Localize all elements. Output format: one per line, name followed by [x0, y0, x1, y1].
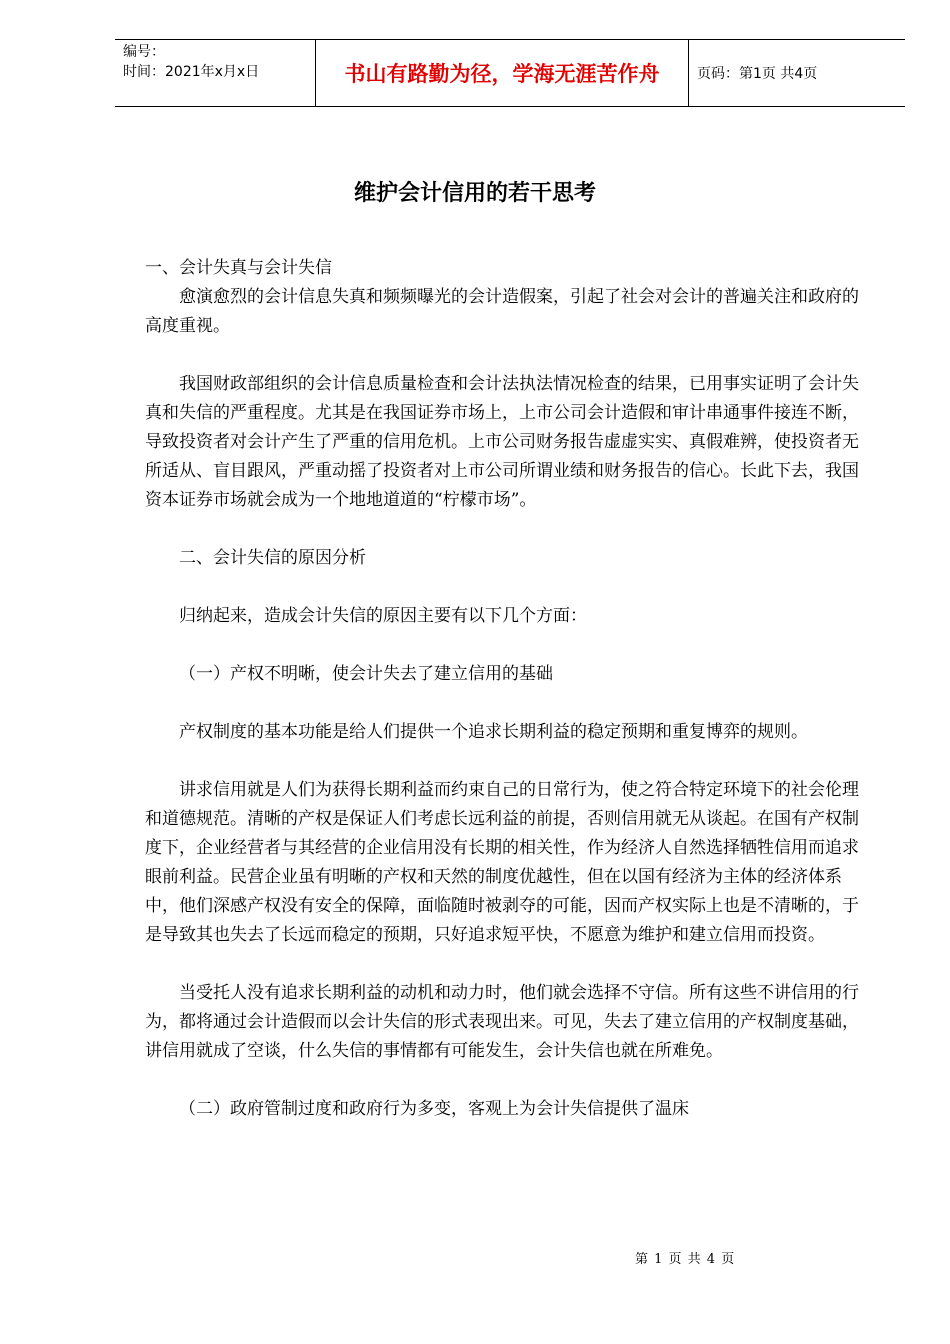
page-footer: 第 1 页 共 4 页 [635, 1252, 736, 1267]
header-number: 编号： [123, 44, 165, 60]
header-page-info: 页码：第1页 共4页 [697, 66, 818, 82]
header-time: 时间：2021年x月x日 [123, 64, 260, 80]
section-heading-2: 二、会计失信的原因分析 [179, 548, 366, 568]
header-motto: 书山有路勤为径，学海无涯苦作舟 [315, 40, 689, 106]
document-body [145, 254, 875, 1124]
page-header [115, 39, 905, 107]
header-meta [115, 40, 315, 106]
paragraph: 产权制度的基本功能是给人们提供一个追求长期利益的稳定预期和重复博弈的规则。 [179, 722, 808, 742]
subsection-heading-1: （一）产权不明晰，使会计失去了建立信用的基础 [179, 664, 553, 684]
paragraph: 归纳起来，造成会计失信的原因主要有以下几个方面： [179, 606, 587, 626]
paragraph: 讲求信用就是人们为获得长期利益而约束自己的日常行为，使之符合特定环境下的社会伦理和道德规范。清晰的产权是保证人们考虑长远利益的前提，否则信用就无从谈起。在国有产权制度下，企业经营者与其经营的企业信用没有长期的相关性，作为经济人自然选择牺牲信用而追求眼前利益。民营企业虽有明晰的产权和天然的制度优越性，但在以国有经济为主体的经济体系中，他们深感产权没有安全的保障，面临随时被剥夺的可能，因而产权实际上也是不清晰的，于是导致其也失去了长远而稳定的预期，只好追求短平快，不愿意为维护和建立信用而投资。 [145, 780, 859, 945]
subsection-heading-2: （二）政府管制过度和政府行为多变，客观上为会计失信提供了温床 [179, 1099, 689, 1119]
paragraph: 当受托人没有追求长期利益的动机和动力时，他们就会选择不守信。所有这些不讲信用的行为，都将通过会计造假而以会计失信的形式表现出来。可见，失去了建立信用的产权制度基础，讲信用就成了空谈，什么失信的事情都有可能发生，会计失信也就在所难免。 [145, 983, 859, 1061]
paragraph: 我国财政部组织的会计信息质量检查和会计法执法情况检查的结果，已用事实证明了会计失真和失信的严重程度。尤其是在我国证券市场上，上市公司会计造假和审计串通事件接连不断，导致投资者对会计产生了严重的信用危机。上市公司财务报告虚虚实实、真假难辨，使投资者无所适从、盲目跟风，严重动摇了投资者对上市公司所谓业绩和财务报告的信心。长此下去，我国资本证券市场就会成为一个地地道道的“柠檬市场”。 [145, 374, 859, 510]
document-title: 维护会计信用的若干思考 [353, 181, 596, 206]
paragraph: 愈演愈烈的会计信息失真和频频曝光的会计造假案，引起了社会对会计的普遍关注和政府的高度重视。 [145, 287, 859, 336]
section-heading-1: 一、会计失真与会计失信 [145, 258, 332, 278]
